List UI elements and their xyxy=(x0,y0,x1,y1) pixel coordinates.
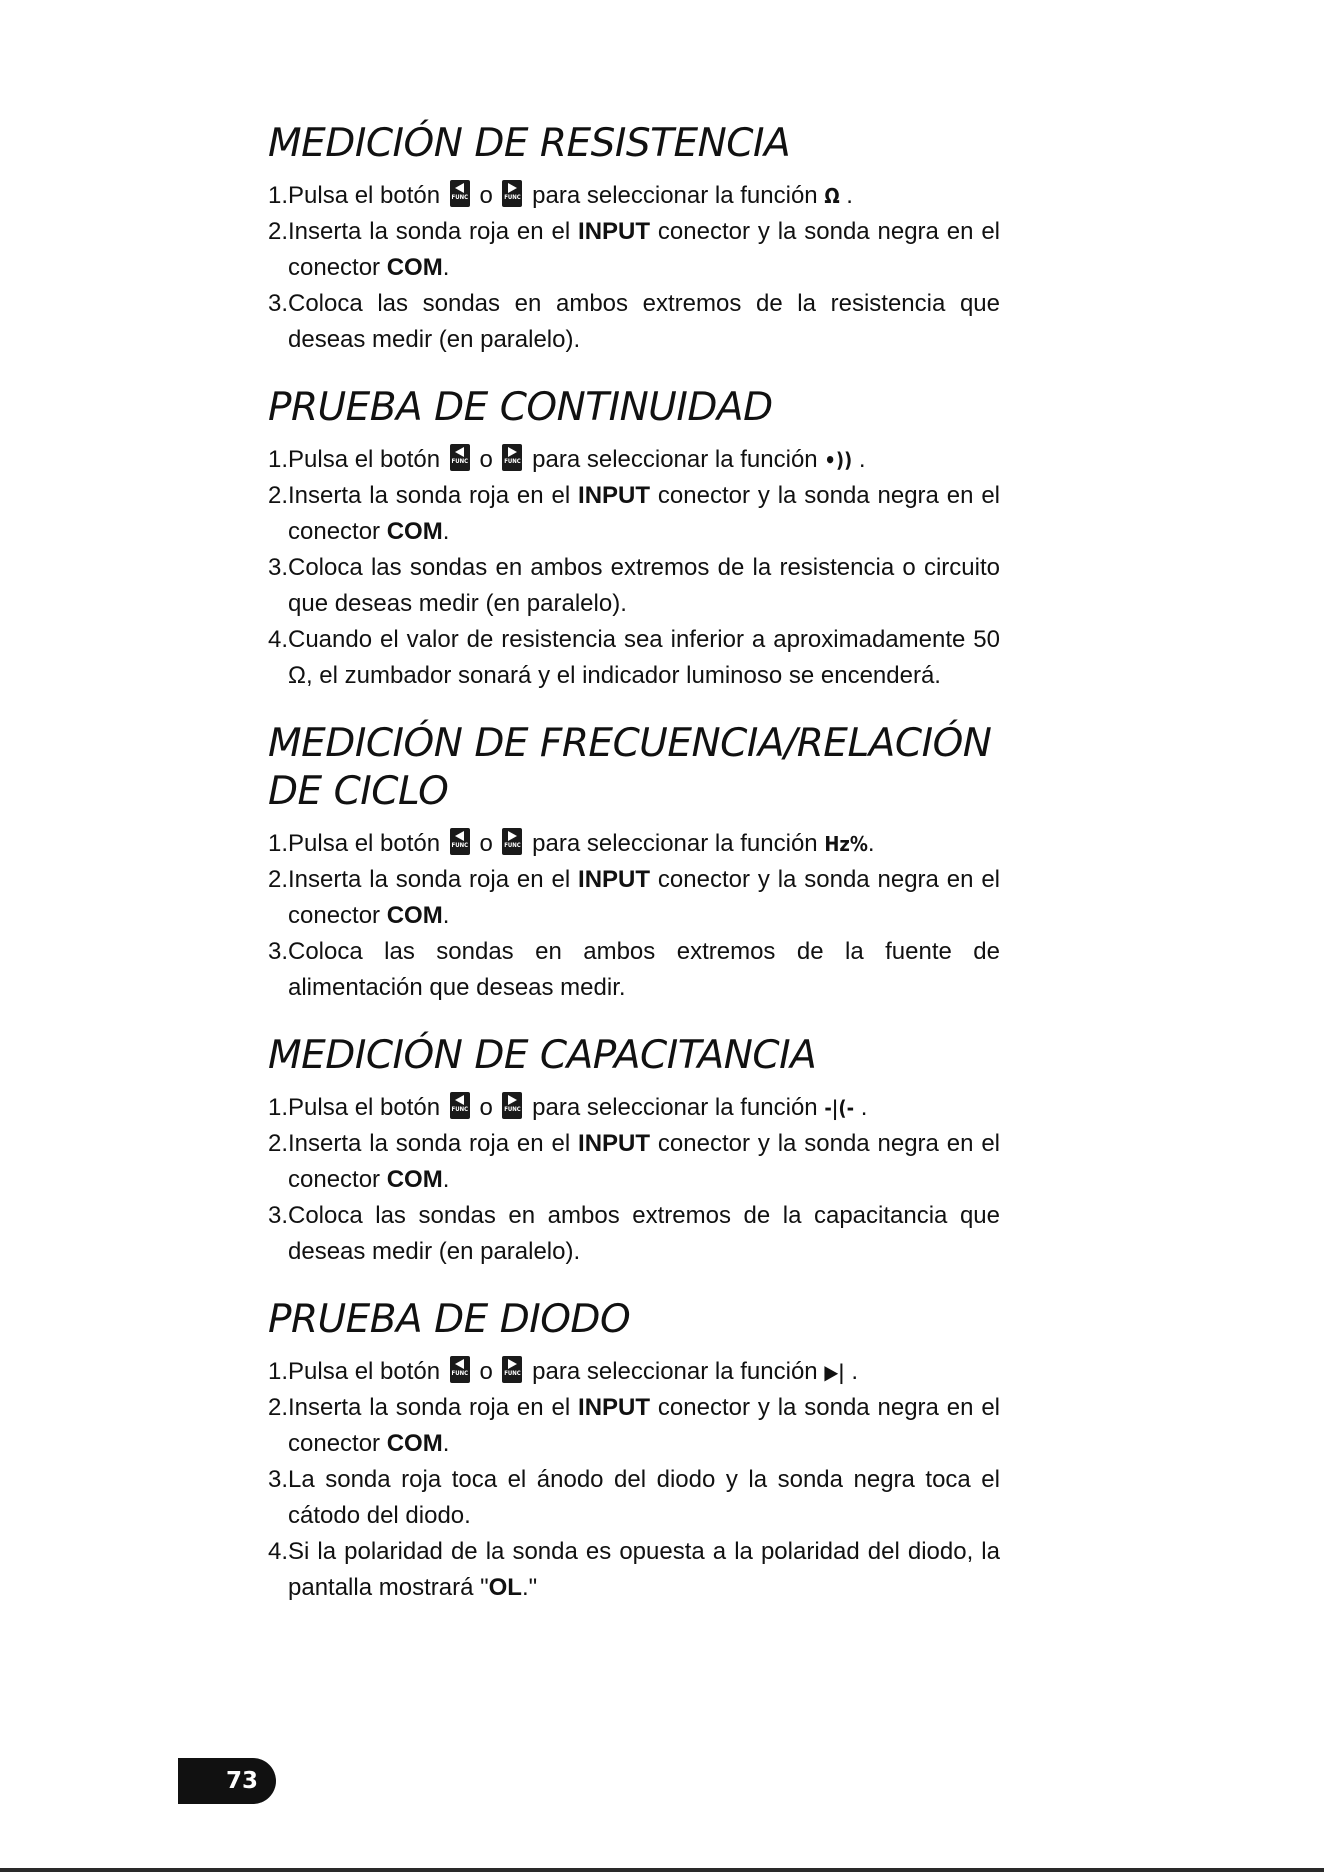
left-arrow-func-button-icon: FUNC xyxy=(450,1092,470,1119)
diode-icon: ▶| xyxy=(824,1360,845,1384)
section-title: MEDICIÓN DE CAPACITANCIA xyxy=(268,1033,817,1078)
list-item: 1. Pulsa el botón FUNC o FUNC para seleccionar la función -|(- . xyxy=(268,1094,868,1121)
list-item: 3. Coloca las sondas en ambos extremos de la fuente de alimentación que deseas medir. xyxy=(268,938,1000,1001)
page-number: 73 xyxy=(178,1758,276,1804)
section-continuity xyxy=(268,384,1000,694)
right-arrow-func-button-icon: FUNC xyxy=(502,1356,522,1383)
list-item: 3. Coloca las sondas en ambos extremos de la resistencia o circuito que deseas medir (en paralelo). xyxy=(268,554,1000,617)
left-arrow-func-button-icon: FUNC xyxy=(450,180,470,207)
left-arrow-func-button-icon: FUNC xyxy=(450,828,470,855)
continuity-sound-icon: •)) xyxy=(824,448,853,472)
capacitor-icon: -|(- xyxy=(824,1096,855,1120)
right-arrow-func-button-icon: FUNC xyxy=(502,444,522,471)
left-arrow-func-button-icon: FUNC xyxy=(450,444,470,471)
list-item: 4. Cuando el valor de resistencia sea inferior a aproximadamente 50 Ω, el zumbador sonará y el indicador luminoso se encenderá. xyxy=(268,626,1000,689)
section-title: PRUEBA DE DIODO xyxy=(268,1297,631,1342)
list-item: 2. Inserta la sonda roja en el INPUT conector y la sonda negra en el conector COM. xyxy=(268,218,1000,281)
section-title: PRUEBA DE CONTINUIDAD xyxy=(268,385,773,430)
section-diode xyxy=(268,1296,1000,1606)
bottom-divider xyxy=(0,1868,1324,1872)
section-capacitance xyxy=(268,1032,1000,1270)
list-item: 3. Coloca las sondas en ambos extremos de la capacitancia que deseas medir (en paralelo). xyxy=(268,1202,1000,1265)
steps-list xyxy=(268,1354,1000,1606)
list-item: 3. La sonda roja toca el ánodo del diodo y la sonda negra toca el cátodo del diodo. xyxy=(268,1466,1000,1529)
list-item: 2. Inserta la sonda roja en el INPUT conector y la sonda negra en el conector COM. xyxy=(268,1394,1000,1457)
list-item: 2. Inserta la sonda roja en el INPUT conector y la sonda negra en el conector COM. xyxy=(268,866,1000,929)
list-item: 1. Pulsa el botón FUNC o FUNC para seleccionar la función Hz%. xyxy=(268,830,875,857)
steps-list xyxy=(268,1090,1000,1270)
list-item: 1. Pulsa el botón FUNC o FUNC para seleccionar la función ▶| . xyxy=(268,1358,859,1385)
steps-list xyxy=(268,442,1000,694)
list-item: 1. Pulsa el botón FUNC o FUNC para seleccionar la función Ω . xyxy=(268,182,853,209)
list-item: 3. Coloca las sondas en ambos extremos de la resistencia que deseas medir (en paralelo). xyxy=(268,290,1000,353)
left-arrow-func-button-icon: FUNC xyxy=(450,1356,470,1383)
list-item: 2. Inserta la sonda roja en el INPUT conector y la sonda negra en el conector COM. xyxy=(268,1130,1000,1193)
right-arrow-func-button-icon: FUNC xyxy=(502,1092,522,1119)
right-arrow-func-button-icon: FUNC xyxy=(502,180,522,207)
steps-list xyxy=(268,178,1000,358)
section-resistance xyxy=(268,120,1000,358)
manual-content xyxy=(268,120,1000,1632)
list-item: 2. Inserta la sonda roja en el INPUT conector y la sonda negra en el conector COM. xyxy=(268,482,1000,545)
hz-duty-icon: Hz% xyxy=(824,832,868,856)
list-item: 1. Pulsa el botón FUNC o FUNC para seleccionar la función •)) . xyxy=(268,446,866,473)
ohm-icon: Ω xyxy=(824,184,840,208)
section-title: MEDICIÓN DE RESISTENCIA xyxy=(268,121,791,166)
section-frequency xyxy=(268,720,1000,1006)
list-item: 4. Si la polaridad de la sonda es opuesta a la polaridad del diodo, la pantalla mostrará "OL." xyxy=(268,1538,1000,1601)
section-title: MEDICIÓN DE FRECUENCIA/RELACIÓN DE CICLO xyxy=(268,721,992,814)
right-arrow-func-button-icon: FUNC xyxy=(502,828,522,855)
steps-list xyxy=(268,826,1000,1006)
